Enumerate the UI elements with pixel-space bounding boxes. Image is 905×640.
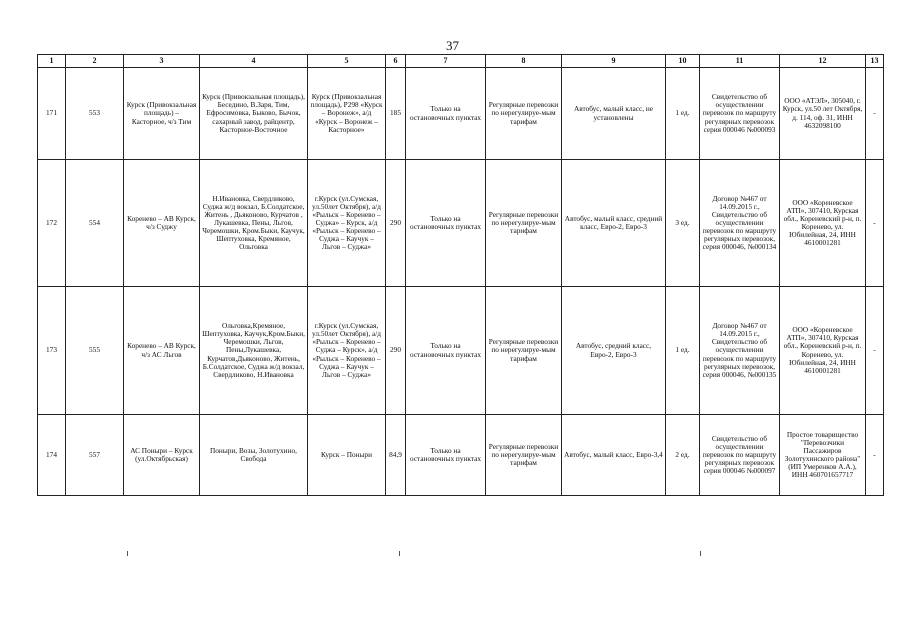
route-length: 290 (386, 287, 406, 415)
column-header: 4 (200, 55, 308, 68)
route-length: 84,9 (386, 415, 406, 496)
route-name: Коренево – АВ Курск, ч/з Суджу (124, 160, 200, 287)
route-streets: Курск – Поныри (308, 415, 386, 496)
start-date: - (866, 68, 884, 160)
table-row (38, 415, 884, 496)
vehicle-class: Автобус, малый класс, не установлены (562, 68, 666, 160)
route-stops: Н.Ивановка, Свердликово, Суджа ж/д вокзал, Б.Солдатское, Житень , Дьяконово, Курчатов , Лукашевка, Пены, Льгов, Черемошки, Кром.Быки, Каучук, Шептуховка, Кремяное, Ольговка (200, 160, 308, 287)
vehicle-class: Автобус, малый класс, Евро-3,4 (562, 415, 666, 496)
route-streets: Курск (Привокзальная площадь), Р298 «Курск – Воронеж», а/д «Курск – Воронеж – Касторное» (308, 68, 386, 160)
column-header: 11 (700, 55, 780, 68)
route-name: Коренево – АВ Курск, ч/з АС Льгов (124, 287, 200, 415)
row-number: 174 (38, 415, 66, 496)
row-number: 173 (38, 287, 66, 415)
route-streets: г.Курск (ул.Сумская, ул.50лет Октября), а/д «Рыльск – Коренево – Суджа» – Курск, а/д «Рыльск – Коренево – Суджа – Каучук – Льгов – Суджа» (308, 160, 386, 287)
column-header: 9 (562, 55, 666, 68)
scan-mark (127, 551, 128, 556)
scan-mark (700, 551, 701, 556)
certificate: Договор №467 от 14.09.2015 г., Свидетельство об осуществлении перевозок по маршруту регулярных перевозок, серия 000046, №000134 (700, 160, 780, 287)
vehicle-count: 2 ед. (666, 415, 700, 496)
vehicle-class: Автобус, средний класс, Евро-2, Евро-3 (562, 287, 666, 415)
column-header: 12 (780, 55, 866, 68)
transport-type: Регулярные перевозки по нерегулируе-мым тарифам (486, 68, 562, 160)
column-header: 1 (38, 55, 66, 68)
route-number: 554 (66, 160, 124, 287)
carrier: Простое товарищество "Перевозчики Пассажиров Золотухинского района" (ИП Умеренков А.А.), ИНН 460701657717 (780, 415, 866, 496)
carrier: ООО «АТЭЛ», 305040, г. Курск, ул.50 лет Октября, д. 114, оф. 31, ИНН 4632098100 (780, 68, 866, 160)
vehicle-class: Автобус, малый класс, средний класс, Евро-2, Евро-3 (562, 160, 666, 287)
route-streets: г.Курск (ул.Сумская, ул.50лет Октября), а/д «Рыльск – Коренево – Суджа – Курск», а/д «Рыльск – Коренево – Суджа – Каучук – Льгов – Суджа» (308, 287, 386, 415)
certificate: Свидетельство об осуществлении перевозок по маршруту регулярных перевозок серия 000046 №000093 (700, 68, 780, 160)
route-name: АС Поныри – Курск (ул.Октябрьская) (124, 415, 200, 496)
boarding-order: Только на остановочных пунктах (406, 287, 486, 415)
column-header: 2 (66, 55, 124, 68)
routes-register-table (37, 54, 884, 496)
start-date: - (866, 287, 884, 415)
table-row (38, 160, 884, 287)
route-name: Курск (Привокзальная площадь) – Касторное, ч/з Тим (124, 68, 200, 160)
route-length: 290 (386, 160, 406, 287)
route-number: 557 (66, 415, 124, 496)
transport-type: Регулярные перевозки по нерегулируе-мым тарифам (486, 160, 562, 287)
start-date: - (866, 160, 884, 287)
row-number: 172 (38, 160, 66, 287)
carrier: ООО «Кореневское АТП», 307410, Курская обл., Кореневский р-н, п. Коренево, ул. Юбилейная, 24, ИНН 4610001281 (780, 160, 866, 287)
route-stops: Поныри, Возы, Золотухино, Свобода (200, 415, 308, 496)
column-header: 10 (666, 55, 700, 68)
column-header: 8 (486, 55, 562, 68)
header-row (38, 55, 884, 68)
column-header: 7 (406, 55, 486, 68)
transport-type: Регулярные перевозки по нерегулируе-мым тарифам (486, 415, 562, 496)
start-date: - (866, 415, 884, 496)
boarding-order: Только на остановочных пунктах (406, 68, 486, 160)
column-header: 5 (308, 55, 386, 68)
vehicle-count: 1 ед. (666, 287, 700, 415)
page-number: 37 (446, 38, 459, 53)
route-stops: Курск (Привокзальная площадь), Беседино, В.Заря, Тим, Ефросимовка, Быково, Бычок, сахарный завод, райцентр, Касторное-Восточное (200, 68, 308, 160)
boarding-order: Только на остановочных пунктах (406, 160, 486, 287)
scan-mark (399, 551, 400, 556)
row-number: 171 (38, 68, 66, 160)
carrier: ООО «Кореневское АТП», 307410, Курская обл., Кореневский р-н, п. Коренево, ул. Юбилейная, 24, ИНН 4610001281 (780, 287, 866, 415)
boarding-order: Только на остановочных пунктах (406, 415, 486, 496)
vehicle-count: 1 ед. (666, 68, 700, 160)
column-header: 13 (866, 55, 884, 68)
vehicle-count: 3 ед. (666, 160, 700, 287)
route-number: 555 (66, 287, 124, 415)
column-header: 3 (124, 55, 200, 68)
route-length: 185 (386, 68, 406, 160)
route-number: 553 (66, 68, 124, 160)
table-row (38, 68, 884, 160)
certificate: Договор №467 от 14.09.2015 г., Свидетельство об осуществлении перевозок по маршруту регулярных перевозок, серия 000046, №000135 (700, 287, 780, 415)
column-header: 6 (386, 55, 406, 68)
transport-type: Регулярные перевозки по нерегулируе-мым тарифам (486, 287, 562, 415)
certificate: Свидетельство об осуществлении перевозок по маршруту регулярных перевозок серия 000046 №000097 (700, 415, 780, 496)
route-stops: Ольговка,Кремяное, Шептуховка, Каучук,Кром.Быки, Черемошки, Льгов, Пены,Лукашевка, Курчатов,Дьяконово, Житень, Б.Солдатское, Суджа ж/д вокзал, Свердликово, Н.Ивановка (200, 287, 308, 415)
table-row (38, 287, 884, 415)
